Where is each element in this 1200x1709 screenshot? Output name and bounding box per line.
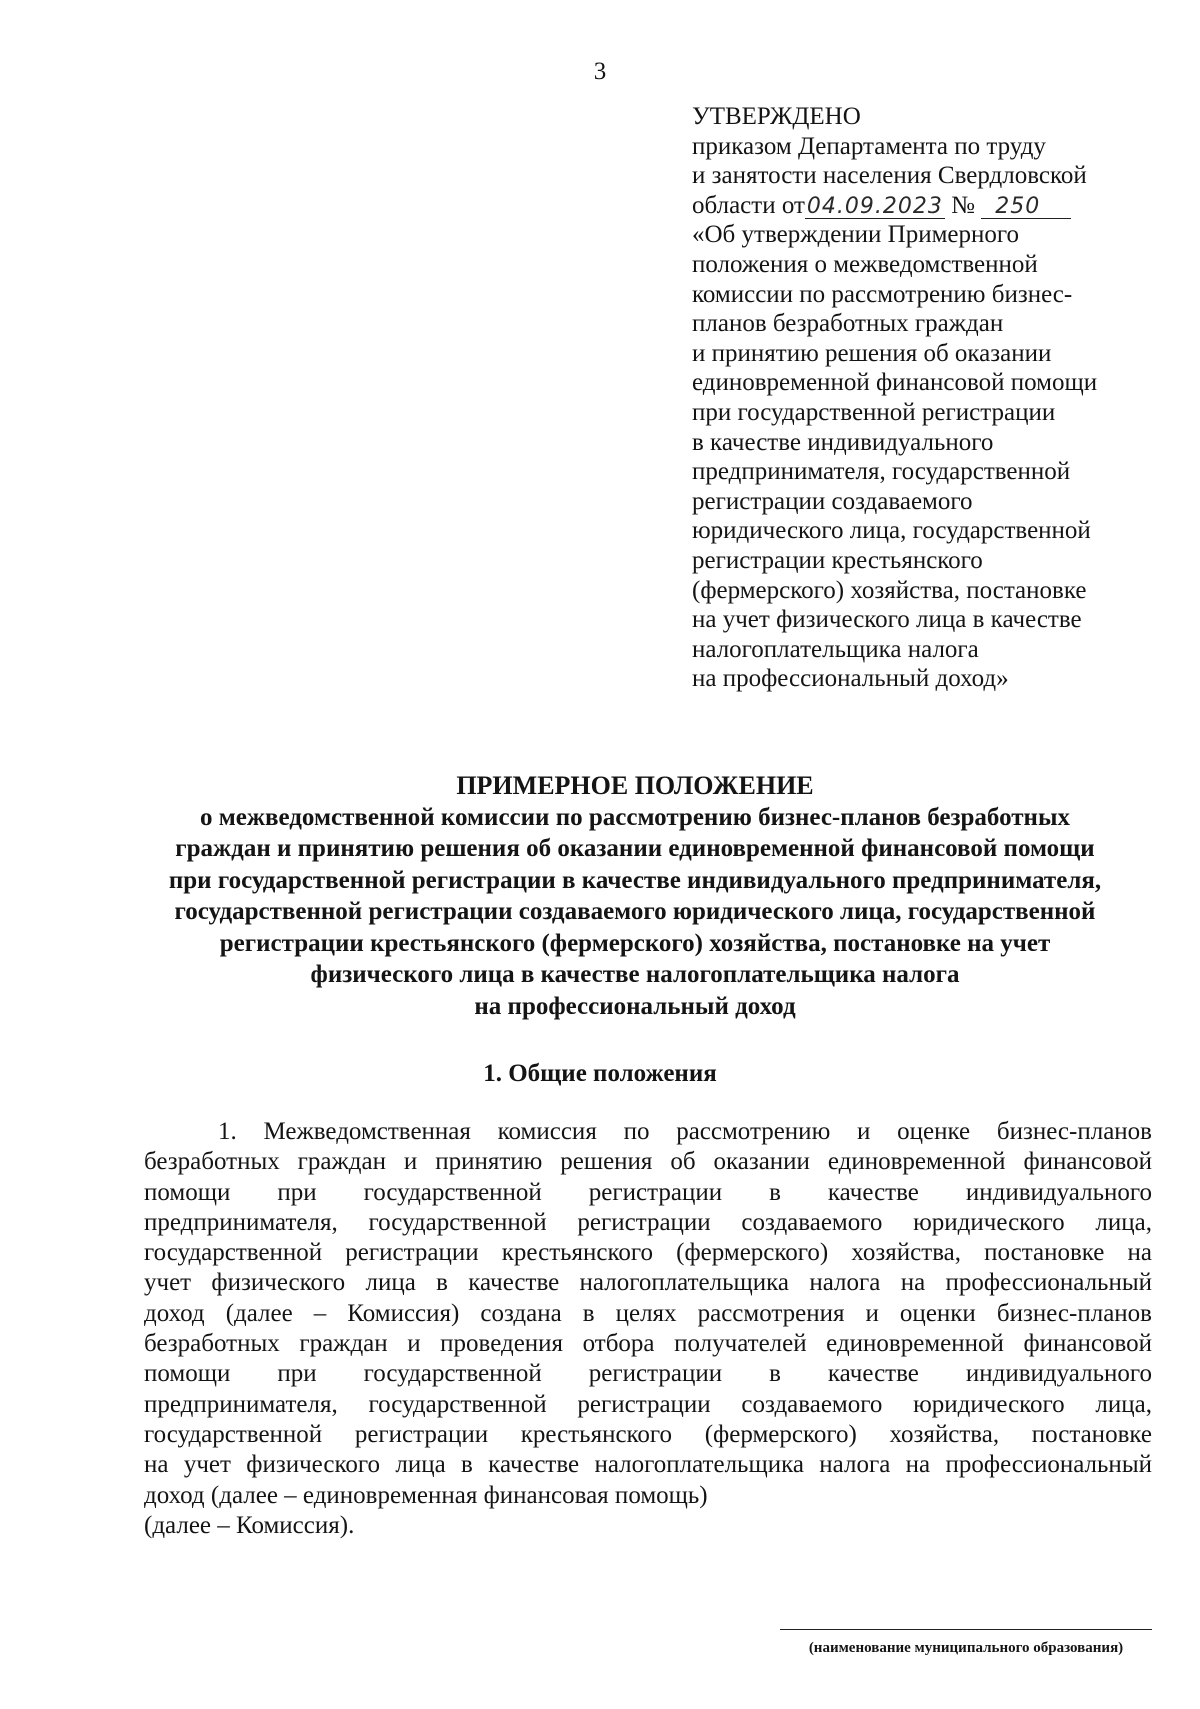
paragraph-line: государственной регистрации крестьянского (фермерского) хозяйства, постановке <box>144 1420 1152 1448</box>
section-heading: 1. Общие положения <box>483 1060 717 1087</box>
approval-line: регистрации создаваемого <box>692 487 973 515</box>
municipality-fill-caption: (наименование муниципального образования) <box>808 1640 1124 1656</box>
handwritten-date: 04.09.2023 <box>806 193 943 219</box>
paragraph-line: (далее – Комиссия). <box>144 1511 355 1539</box>
paragraph-line: доход (далее – Комиссия) создана в целях рассмотрения и оценки бизнес-планов <box>144 1299 1152 1327</box>
approval-line: в качестве индивидуального <box>692 428 994 456</box>
document-title-line: при государственной регистрации в качестве индивидуального предпринимателя, <box>168 866 1102 894</box>
paragraph-line: предпринимателя, государственной регистрации создаваемого юридического лица, <box>144 1208 1152 1236</box>
approval-line: на профессиональный доход» <box>692 665 1009 693</box>
approval-line: «Об утверждении Примерного <box>692 221 1020 249</box>
document-title-line: граждан и принятию решения об оказании единовременной финансовой помощи <box>175 835 1095 862</box>
handwritten-number: 250 <box>981 196 1071 219</box>
approval-line: положения о межведомственной <box>692 250 1038 278</box>
document-title-line: о межведомственной комиссии по рассмотрению бизнес-планов безработных <box>200 803 1070 831</box>
municipality-fill-line <box>780 1629 1152 1630</box>
approval-line: предпринимателя, государственной <box>692 458 1071 486</box>
approval-date-prefix: области от <box>692 191 805 219</box>
paragraph-line: безработных граждан и принятию решения об оказании единовременной финансовой <box>144 1148 1152 1176</box>
paragraph-line: предпринимателя, государственной регистрации создаваемого юридического лица, <box>144 1390 1152 1418</box>
paragraph-1 <box>144 1117 1152 1541</box>
paragraph-line: государственной регистрации крестьянского (фермерского) хозяйства, постановке на <box>144 1239 1152 1267</box>
paragraph-line: 1. Межведомственная комиссия по рассмотрению и оценке бизнес-планов <box>218 1118 1152 1145</box>
number-label: № <box>951 191 975 219</box>
approval-line: единовременной финансовой помощи <box>692 369 1098 397</box>
approval-line: (фермерского) хозяйства, постановке <box>692 576 1087 604</box>
approval-heading: УТВЕРЖДЕНО <box>692 103 861 130</box>
approval-line: и принятию решения об оказании <box>692 339 1052 367</box>
approval-line: на учет физического лица в качестве <box>692 606 1082 634</box>
page-number: 3 <box>593 58 607 85</box>
document-title-main: ПРИМЕРНОЕ ПОЛОЖЕНИЕ <box>456 771 814 800</box>
paragraph-line: помощи при государственной регистрации в качестве индивидуального <box>144 1178 1152 1206</box>
document-title-line: регистрации крестьянского (фермерского) хозяйства, постановке на учет <box>219 929 1051 957</box>
approval-line: при государственной регистрации <box>692 398 1056 426</box>
approval-line: и занятости населения Свердловской <box>692 162 1087 190</box>
paragraph-line: на учет физического лица в качестве налогоплательщика налога на профессиональный <box>144 1451 1152 1479</box>
approval-line: налогоплательщика налога <box>692 635 979 663</box>
document-title-line: физического лица в качестве налогоплательщика налога <box>310 961 960 988</box>
paragraph-line: доход (далее – единовременная финансовая помощь) <box>144 1481 708 1509</box>
approval-line: комиссии по рассмотрению бизнес- <box>692 280 1073 308</box>
paragraph-line: безработных граждан и проведения отбора получателей единовременной финансовой <box>144 1330 1152 1358</box>
approval-stamp-block <box>692 102 1172 694</box>
document-title <box>130 770 1140 1022</box>
document-title-line: государственной регистрации создаваемого юридического лица, государственной <box>174 898 1096 925</box>
approval-date-line <box>692 191 1172 221</box>
document-title-line: на профессиональный доход <box>474 992 796 1020</box>
approval-line: приказом Департамента по труду <box>692 132 1046 160</box>
approval-line: планов безработных граждан <box>692 310 1004 338</box>
approval-line: юридического лица, государственной <box>692 517 1091 545</box>
paragraph-line: учет физического лица в качестве налогоплательщика налога на профессиональный <box>144 1269 1152 1297</box>
paragraph-line: помощи при государственной регистрации в качестве индивидуального <box>144 1360 1152 1388</box>
approval-line: регистрации крестьянского <box>692 546 983 574</box>
